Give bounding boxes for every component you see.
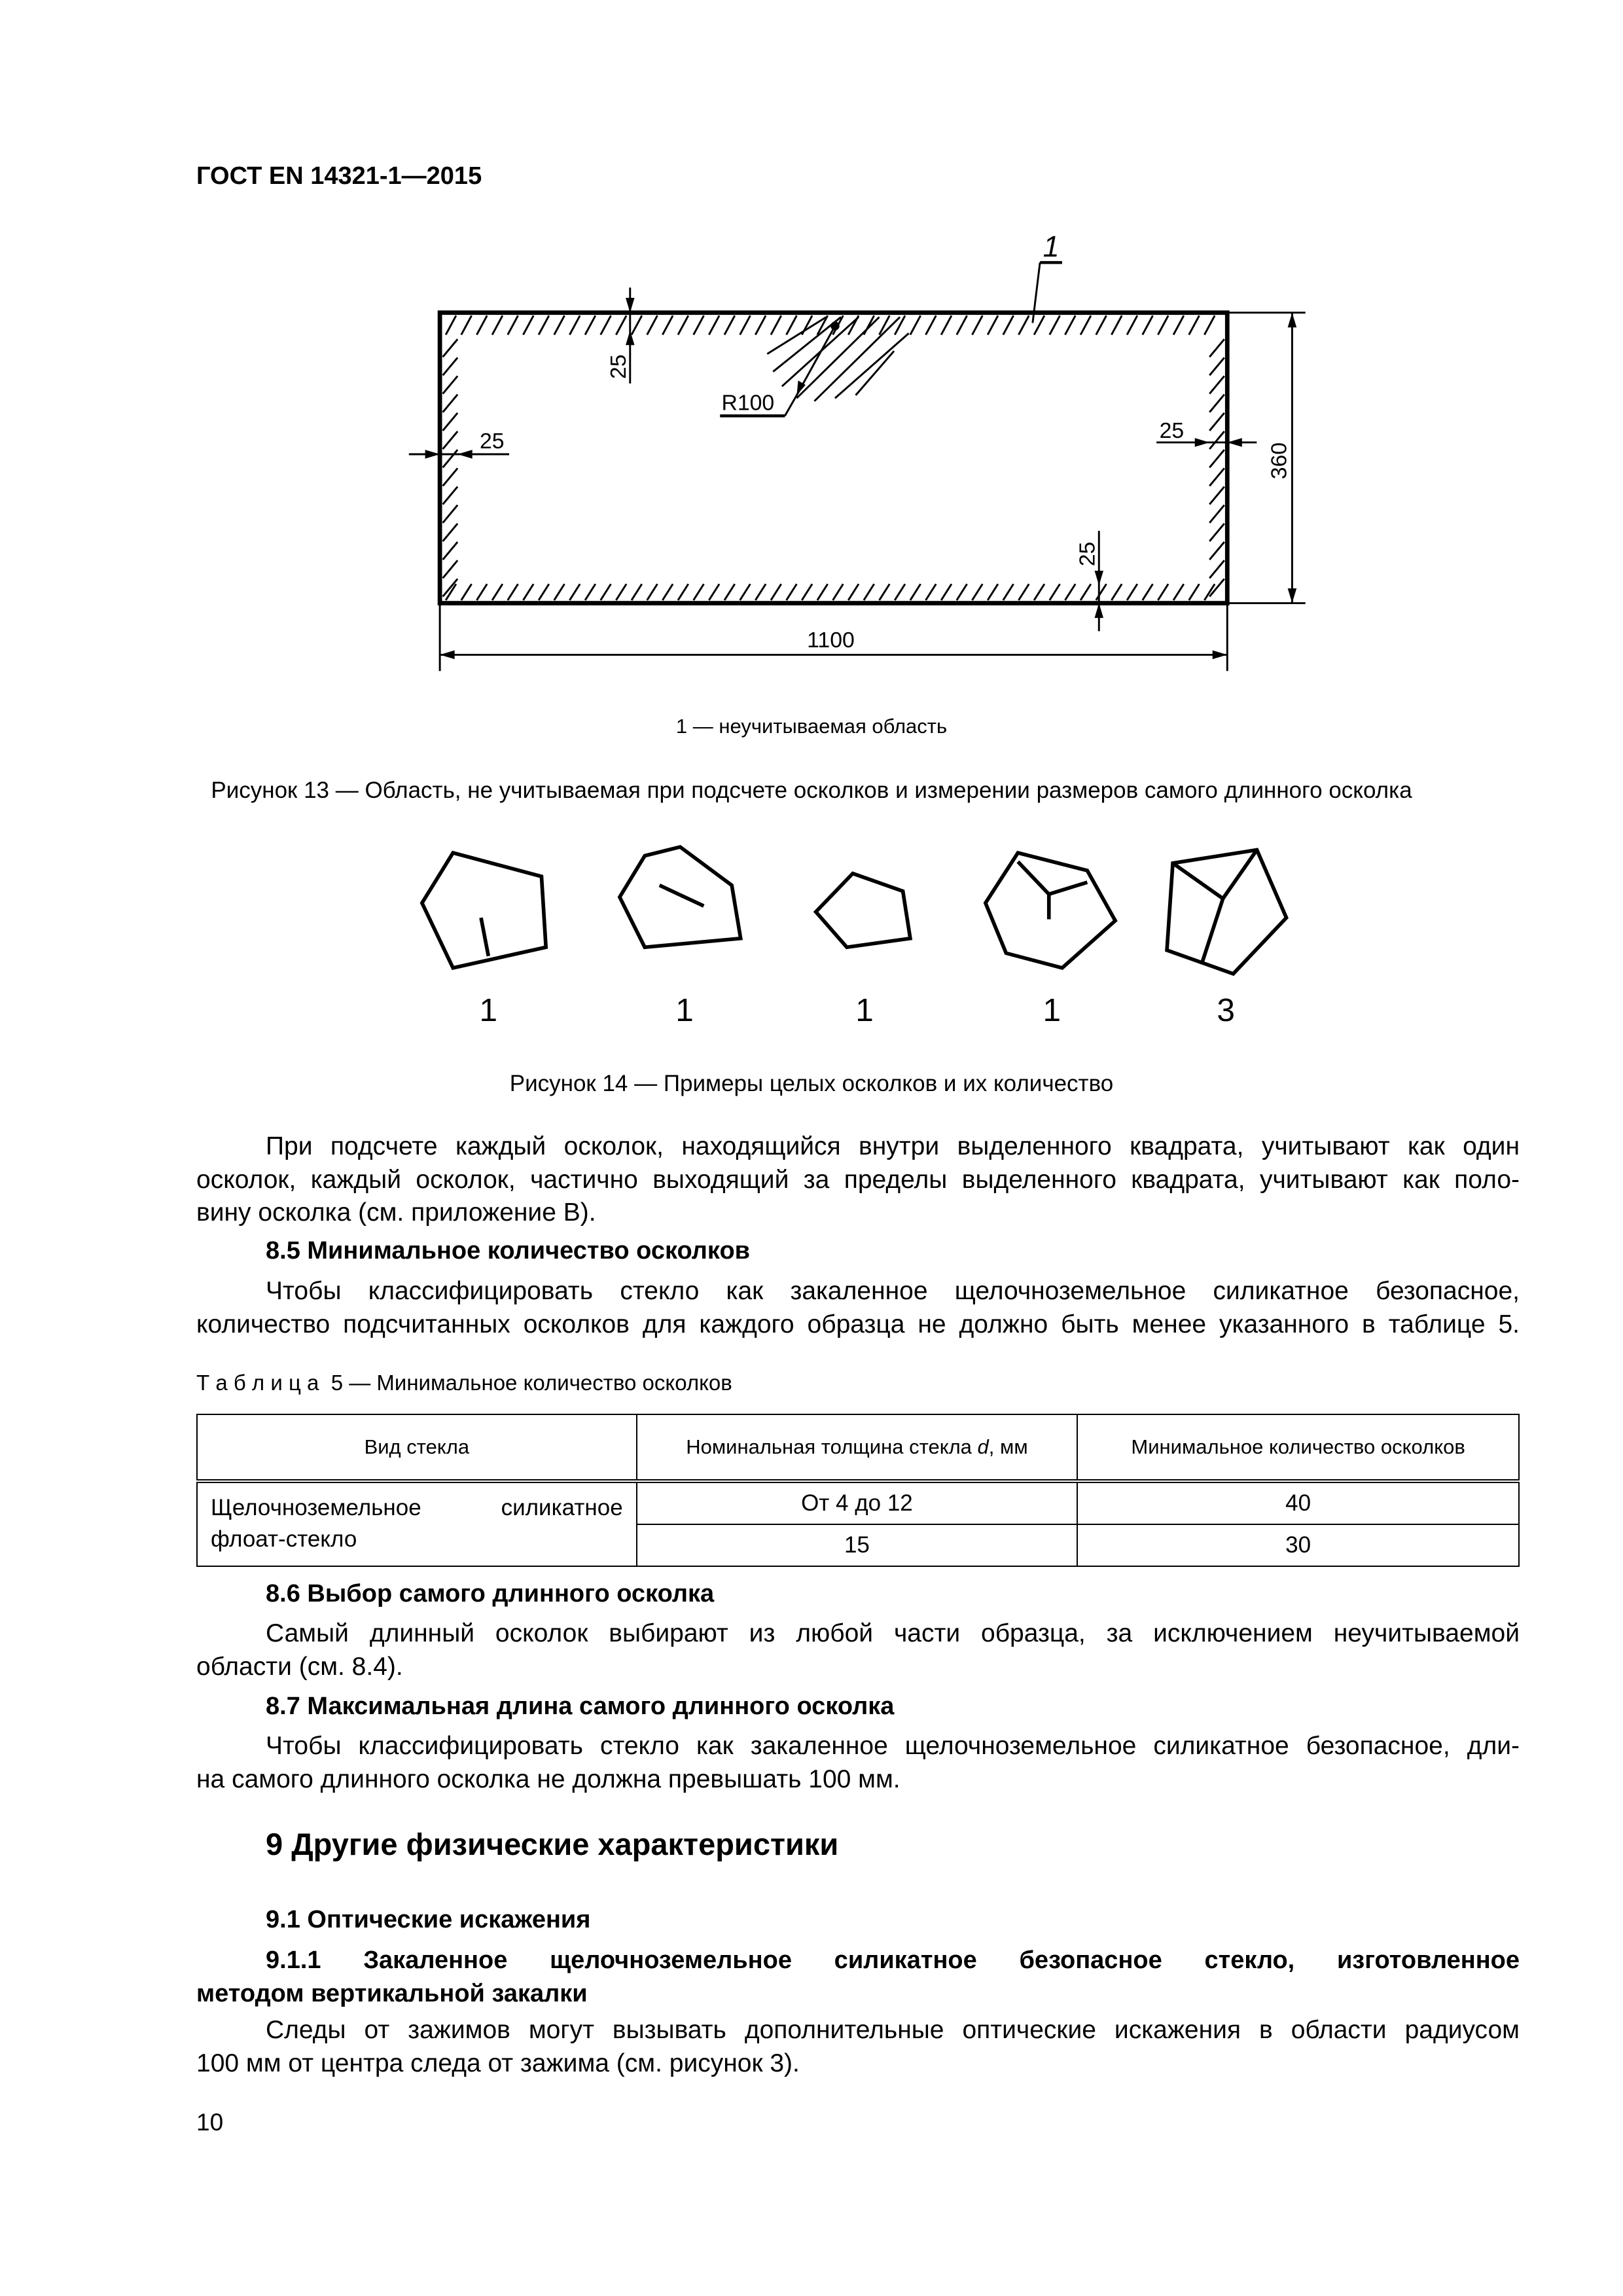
fragment-count: 1 [855,991,874,1028]
figure-14-caption: Рисунок 14 — Примеры целых осколков и их количество [509,1071,1114,1096]
section-9-1-title: 9.1 Оптические искажения [266,1906,591,1933]
section-8-5-title: 8.5 Минимальное количество осколков [266,1237,751,1265]
text-line: Чтобы классифицировать стекло как закаленное щелочноземельное силикатное безопасное, [266,1277,1520,1305]
fragment-2 [620,847,741,947]
page-number: 10 [196,2109,224,2136]
text-line: Следы от зажимов могут вызывать дополнительные оптические искажения в области радиусом [266,2016,1520,2044]
text-line: области (см. 8.4). [196,1652,403,1681]
col-header-min-count: Минимальное количество осколков [1077,1414,1519,1481]
section-8-7-text [196,1730,1520,1796]
section-8-6-title: 8.6 Выбор самого длинного осколка [266,1580,715,1607]
text-line: 100 мм от центра следа от зажима (см. рисунок 3). [196,2049,800,2077]
dim-right: 25 [1159,418,1185,444]
text-line: осколок, каждый осколок, частично выходящий за пределы выделенного квадрата, учитывают как поло- [196,1165,1520,1194]
dim-bottom: 25 [1075,541,1100,567]
text-line: методом вертикальной закалки [196,1979,588,2007]
section-9-1-1-title [196,1944,1520,2010]
radius-label: R100 [721,390,775,416]
section-9-1-1-text [196,2014,1520,2080]
section-8-5-text [196,1275,1520,1341]
table-label: Т а б л и ц а 5 [196,1371,344,1395]
document-header: ГОСТ EN 14321-1—2015 [196,162,482,190]
text-line: 9.1.1 Закаленное щелочноземельное силикатное безопасное стекло, изготовленное [266,1946,1520,1974]
fragment-count: 1 [1043,991,1061,1028]
figure-13-drawing [383,221,1328,693]
cell-min-count: 30 [1077,1524,1519,1566]
section-8-6-text [196,1617,1520,1683]
dim-height: 360 [1266,442,1292,480]
hatching [443,315,1224,600]
text-line: Самый длинный осколок выбирают из любой части образца, за исключением неучитываемой [266,1619,1520,1647]
fragment-count: 1 [675,991,694,1028]
text-line: на самого длинного осколка не должна превышать 100 мм. [196,1765,901,1793]
fragment-4 [986,853,1115,968]
dim-left: 25 [479,428,505,454]
table-5-caption [196,1371,732,1395]
fragment-count: 1 [479,991,498,1028]
dim-top: 25 [606,354,632,380]
figure-13-caption: Рисунок 13 — Область, не учитываемая при подсчете осколков и измерении размеров самого длинного осколка [211,778,1412,803]
figure-13-legend: 1 — неучитываемая область [675,715,948,738]
paragraph-counting [196,1130,1520,1230]
fragment-1 [422,853,546,968]
figure-14-drawing [383,841,1328,1033]
cell-thickness: От 4 до 12 [637,1481,1078,1524]
table-5 [196,1414,1520,1567]
cell-thickness: 15 [637,1524,1078,1566]
table-title: — Минимальное количество осколков [343,1371,732,1395]
text-line: количество подсчитанных осколков для каждого образца не должно быть менее указанного в таблице 5. [196,1310,1520,1338]
text-line: Чтобы классифицировать стекло как закаленное щелочноземельное силикатное безопасное, дли- [266,1732,1520,1760]
fragment-5 [1167,850,1287,974]
text-line: вину осколка (см. приложение В). [196,1198,596,1227]
glass-outline [440,313,1227,603]
col-header-thickness: Номинальная толщина стекла d, мм [637,1414,1078,1481]
text-line: При подсчете каждый осколок, находящийся внутри выделенного квадрата, учитывают как один [266,1132,1520,1160]
leader-label: 1 [1043,230,1060,264]
fragment-count: 3 [1217,991,1236,1028]
table-header-row [197,1414,1519,1481]
cell-min-count: 40 [1077,1481,1519,1524]
col-header-glass-type: Вид стекла [197,1414,637,1481]
dim-width: 1100 [807,628,855,653]
section-8-7-title: 8.7 Максимальная длина самого длинного осколка [266,1693,895,1720]
section-9-title: 9 Другие физические характеристики [266,1827,839,1861]
cell-glass-type: Щелочноземельное силикатное флоат-стекло [197,1481,637,1566]
table-row [197,1481,1519,1524]
fragment-3 [816,874,910,948]
